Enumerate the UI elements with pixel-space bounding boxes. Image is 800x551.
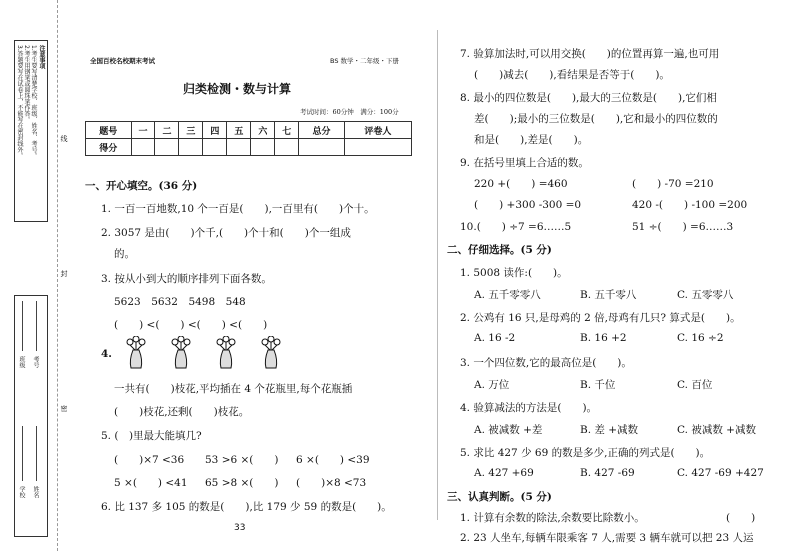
score-cell[interactable] xyxy=(131,139,155,156)
score-header-cell: 五 xyxy=(227,122,251,139)
score-header-cell: 一 xyxy=(131,122,155,139)
name-field[interactable] xyxy=(36,426,37,481)
question-3-blanks: ( ) <( ) <( ) <( ) xyxy=(114,319,268,331)
choice-question-1: 1. 5008 读作:( )。 xyxy=(460,267,568,279)
score-cell[interactable] xyxy=(155,139,179,156)
subject-label: BS 数学・二年级・下册 xyxy=(330,57,400,65)
series-title: 全国百校名校期末考试 xyxy=(90,57,155,65)
section-1-heading: 一、开心填空。(36 分) xyxy=(85,180,198,192)
question-6: 6. 比 137 多 105 的数是( ),比 179 少 59 的数是( )。 xyxy=(101,501,392,513)
option-b[interactable]: B. 427 -69 xyxy=(580,467,635,479)
question-4-line-1: 一共有( )枝花,平均插在 4 个花瓶里,每个花瓶插 xyxy=(114,383,353,395)
page-title: 归类检测・数与计算 xyxy=(183,82,292,96)
option-a[interactable]: A. 16 -2 xyxy=(474,332,516,344)
score-cell[interactable] xyxy=(227,139,251,156)
choice-question-4: 4. 验算减法的方法是( )。 xyxy=(460,402,598,414)
option-c[interactable]: C. 427 -69 +427 xyxy=(677,467,764,479)
question-10: 10.( ) ÷7 =6……5 xyxy=(460,221,572,233)
score-header-cell: 二 xyxy=(155,122,179,139)
exam-info: 考试时间：60分钟 满分：100分 xyxy=(300,108,399,116)
student-id-field[interactable] xyxy=(36,301,37,351)
field-label-name: 姓名 xyxy=(32,486,39,498)
question-8-cont: 和是( ),差是( )。 xyxy=(474,134,589,146)
question-5-item: 65 >8 ×( ) xyxy=(205,477,279,489)
option-c[interactable]: C. 被减数 +减数 xyxy=(677,424,756,436)
notice-line: 2.考生用钢笔或圆珠笔作答。 xyxy=(23,45,30,123)
question-8: 8. 最小的四位数是( ),最大的三位数是( ),它们相 xyxy=(460,92,717,104)
score-cell[interactable] xyxy=(344,139,411,156)
question-2-cont: 的。 xyxy=(114,248,135,260)
question-7: 7. 验算加法时,可以用交换( )的位置再算一遍,也可用 xyxy=(460,48,720,60)
question-4-number: 4. xyxy=(101,348,112,360)
option-c[interactable]: C. 16 ÷2 xyxy=(677,332,724,344)
page-divider xyxy=(437,30,438,520)
notice-box xyxy=(14,40,48,222)
field-label-school: 学校 xyxy=(18,486,25,498)
score-header-cell: 四 xyxy=(203,122,227,139)
choice-question-5: 5. 求比 427 少 69 的数是多少,正确的列式是( )。 xyxy=(460,447,711,459)
question-5: 5. ( )里最大能填几? xyxy=(101,430,202,442)
question-9: 9. 在括号里填上合适的数。 xyxy=(460,157,589,169)
score-header-cell: 六 xyxy=(251,122,275,139)
notice-line: 3.答题要写在试卷上，不能写在密封线外。 xyxy=(16,45,23,159)
flower-vases-icon xyxy=(120,336,290,370)
notice-title: 注意事项 xyxy=(38,45,45,69)
cut-line xyxy=(57,0,58,551)
question-7-cont: ( )减去( ),看结果是否等于( )。 xyxy=(474,69,670,81)
score-row xyxy=(86,139,412,156)
class-field[interactable] xyxy=(22,301,23,351)
score-cell[interactable] xyxy=(179,139,203,156)
score-table xyxy=(85,121,412,156)
option-a[interactable]: A. 万位 xyxy=(474,379,510,391)
score-header-cell: 总分 xyxy=(299,122,345,139)
option-a[interactable]: A. 427 +69 xyxy=(474,467,534,479)
option-a[interactable]: A. 五千零零八 xyxy=(474,289,541,301)
question-3: 3. 按从小到大的顺序排列下面各数。 xyxy=(101,273,272,285)
question-9-item: ( ) -70 =210 xyxy=(632,178,714,190)
question-1: 1. 一百一百地数,10 个一百是( ),一百里有( )个十。 xyxy=(101,203,375,215)
score-header-cell: 七 xyxy=(275,122,299,139)
score-cell[interactable] xyxy=(299,139,345,156)
option-c[interactable]: C. 五零零八 xyxy=(677,289,734,301)
cut-label: 线 xyxy=(60,135,68,142)
question-5-item: ( )×7 <36 xyxy=(114,454,185,466)
question-2: 2. 3057 是由( )个千,( )个十和( )个一组成 xyxy=(101,227,351,239)
score-header-cell: 评卷人 xyxy=(344,122,411,139)
cut-label: 封 xyxy=(60,270,68,277)
page-number-left: 33 xyxy=(234,523,246,533)
score-header-row xyxy=(86,122,412,139)
section-3-heading: 三、认真判断。(5 分) xyxy=(447,491,552,503)
question-9-item: ( ) +300 -300 =0 xyxy=(474,199,582,211)
score-cell[interactable] xyxy=(203,139,227,156)
option-b[interactable]: B. 五千零八 xyxy=(580,289,637,301)
score-header-cell: 三 xyxy=(179,122,203,139)
choice-question-2: 2. 公鸡有 16 只,是母鸡的 2 倍,母鸡有几只? 算式是( )。 xyxy=(460,312,741,324)
judge-answer-1[interactable]: ( ) xyxy=(726,512,756,524)
question-9-item: 220 +( ) =460 xyxy=(474,178,568,190)
option-b[interactable]: B. 千位 xyxy=(580,379,616,391)
option-a[interactable]: A. 被减数 +差 xyxy=(474,424,543,436)
score-row-label: 得分 xyxy=(86,139,132,156)
judge-question-2: 2. 23 人坐车,每辆车限乘客 7 人,需要 3 辆车就可以把 23 人运 xyxy=(460,532,754,544)
judge-question-1: 1. 计算有余数的除法,余数要比除数小。 xyxy=(460,512,645,524)
question-8-cont: 差( );最小的三位数是( ),它和最小的四位数的 xyxy=(474,113,718,125)
question-5-item: ( )×8 <73 xyxy=(296,477,367,489)
question-3-numbers: 5623 5632 5498 548 xyxy=(114,296,246,308)
question-4-line-2: ( )枝花,还剩( )枝花。 xyxy=(114,406,250,418)
student-info-box xyxy=(14,295,48,537)
field-label-class: 班级 xyxy=(18,356,25,368)
question-5-item: 6 ×( ) <39 xyxy=(296,454,370,466)
cut-label: 密 xyxy=(60,405,68,412)
question-9-item: 420 -( ) -100 =200 xyxy=(632,199,748,211)
section-2-heading: 二、仔细选择。(5 分) xyxy=(447,244,552,256)
question-5-item: 5 ×( ) <41 xyxy=(114,477,188,489)
score-cell[interactable] xyxy=(275,139,299,156)
option-b[interactable]: B. 差 +减数 xyxy=(580,424,639,436)
choice-question-3: 3. 一个四位数,它的最高位是( )。 xyxy=(460,357,632,369)
binding-strip xyxy=(0,0,82,551)
score-header-cell: 题号 xyxy=(86,122,132,139)
question-10-item: 51 ÷( ) =6……3 xyxy=(632,221,734,233)
field-label-id: 考号 xyxy=(32,356,39,368)
school-field[interactable] xyxy=(22,426,23,481)
notice-line: 1.考生要写清楚学校、班级、姓名、考号。 xyxy=(30,45,37,159)
flower-vases-illustration xyxy=(120,336,290,370)
option-c[interactable]: C. 百位 xyxy=(677,379,713,391)
option-b[interactable]: B. 16 +2 xyxy=(580,332,627,344)
question-5-item: 53 >6 ×( ) xyxy=(205,454,279,466)
score-cell[interactable] xyxy=(251,139,275,156)
